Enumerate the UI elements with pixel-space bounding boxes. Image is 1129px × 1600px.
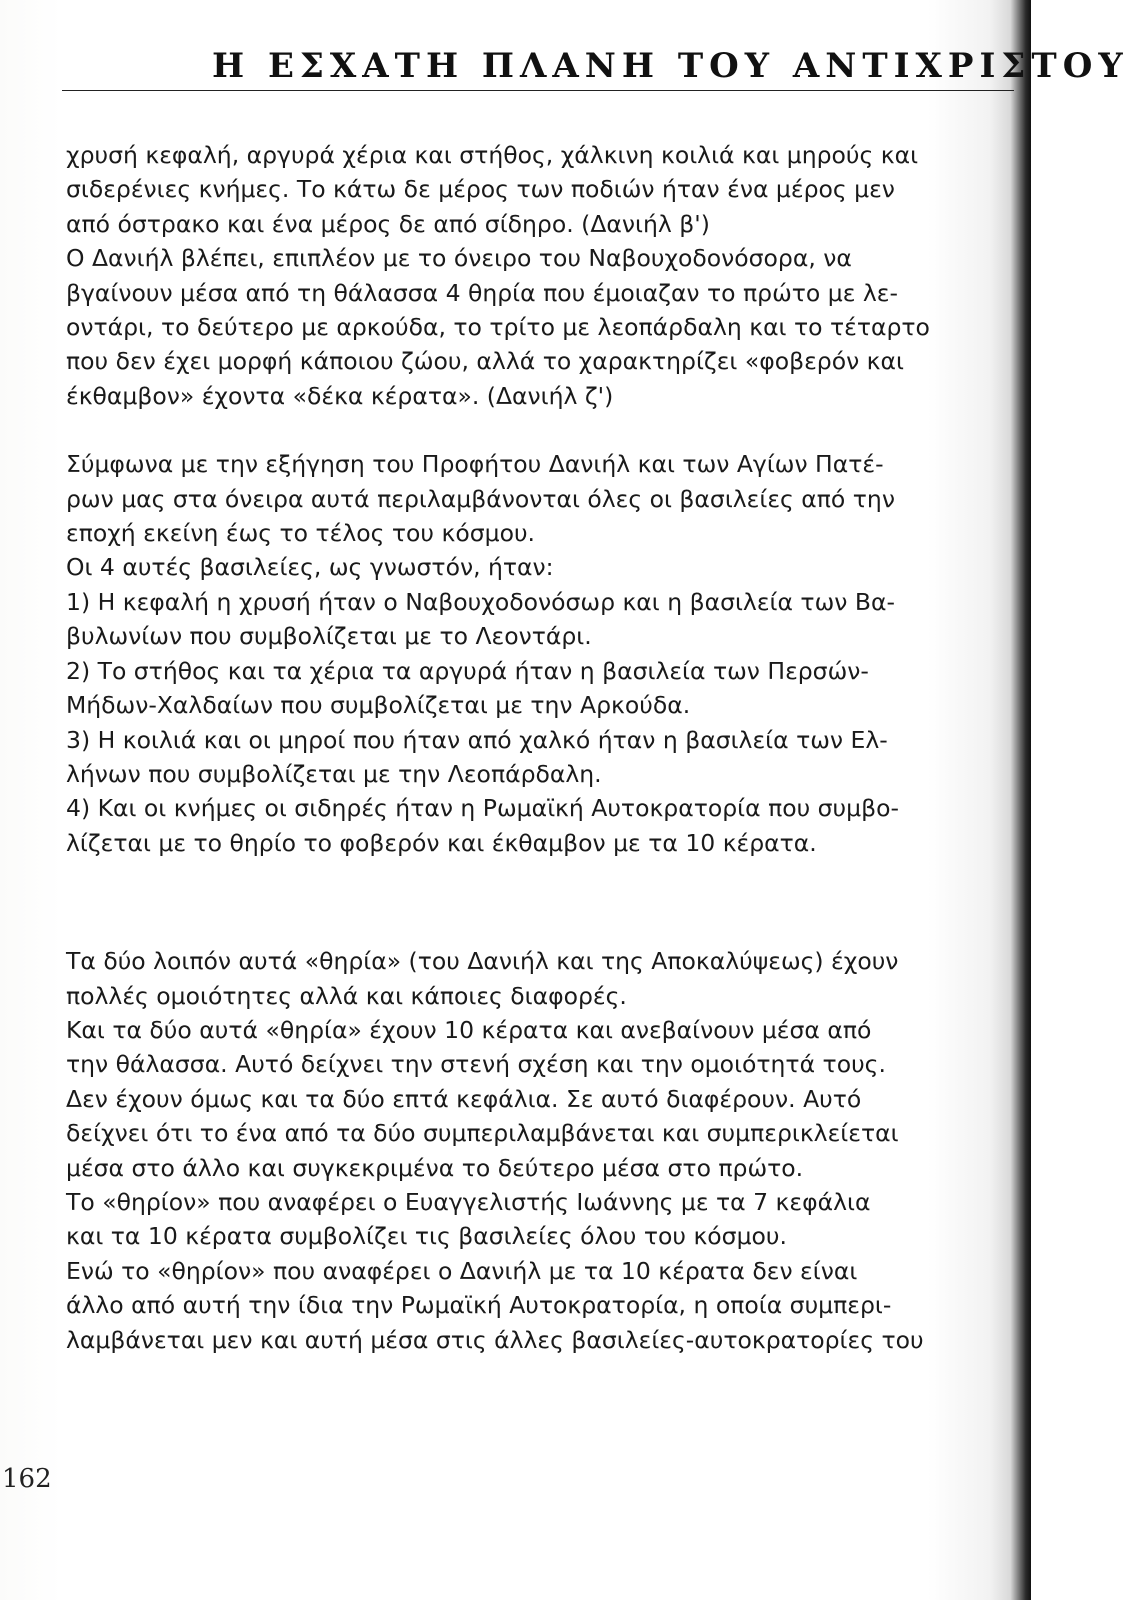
list-item [66,723,966,792]
body-text [66,138,966,1357]
text-line: εποχή εκείνη έως το τέλος του κόσμου. [66,519,536,548]
text-line: Σύμφωνα με την εξήγηση του Προφήτου Δανιήλ και των Αγίων Πατέ- [66,450,884,479]
paragraph-spacer [66,860,966,944]
text-line: μέσα στο άλλο και συγκεκριμένα το δεύτερο μέσα στο πρώτο. [66,1153,804,1182]
text-line: Τα δύο λοιπόν αυτά «θηρία» (του Δανιήλ και της Αποκαλύψεως) έχουν [66,947,899,976]
text-line: άλλο από αυτή την ίδια την Ρωμαϊκή Αυτοκρατορία, η οποία συμπερι- [66,1291,892,1320]
paragraph [66,241,966,413]
paragraph [66,447,966,550]
text-line: Δεν έχουν όμως και τα δύο επτά κεφάλια. Σε αυτό διαφέρουν. Αυτό [66,1084,862,1113]
text-line: 1) Η κεφαλή η χρυσή ήταν ο Ναβουχοδονόσωρ και η βασιλεία των Βα- [66,587,895,616]
text-line: Το «θηρίον» που αναφέρει ο Ευαγγελιστής Ιωάννης με τα 7 κεφάλια [66,1187,871,1216]
text-line: δείχνει ότι το ένα από τα δύο συμπεριλαμβάνεται και συμπερικλείεται [66,1119,899,1148]
text-line: οντάρι, το δεύτερο με αρκούδα, το τρίτο με λεοπάρδαλη και το τέταρτο [66,313,930,342]
text-line: έκθαμβον» έχοντα «δέκα κέρατα». (Δανιήλ ζ') [66,381,614,410]
text-line: Ο Δανιήλ βλέπει, επιπλέον με το όνειρο του Ναβουχοδονόσορα, να [66,244,852,273]
text-line: χρυσή κεφαλή, αργυρά χέρια και στήθος, χάλκινη κοιλιά και μηρούς και [66,141,919,169]
text-line: που δεν έχει μορφή κάποιου ζώου, αλλά το χαρακτηρίζει «φοβερόν και [66,347,904,376]
text-line: λαμβάνεται μεν και αυτή μέσα στις άλλες βασιλείες-αυτοκρατορίες του [66,1325,924,1354]
paragraph [66,138,966,241]
list-item [66,654,966,723]
text-line: βυλωνίων που συμβολίζεται με το Λεοντάρι. [66,622,592,651]
text-line: από όστρακο και ένα μέρος δε από σίδηρο. (Δανιήλ β') [66,209,710,238]
paragraph [66,944,966,1013]
text-line: 2) Το στήθος και τα χέρια τα αργυρά ήταν η βασιλεία των Περσών- [66,656,869,685]
paragraph [66,1185,966,1254]
text-line: την θάλασσα. Αυτό δείχνει την στενή σχέση και την ομοιότητά τους. [66,1050,886,1079]
running-title: Η ΕΣΧΑΤΗ ΠΛΑΝΗ ΤΟΥ ΑΝΤΙΧΡΙΣΤΟΥ [212,46,1129,86]
list-item [66,791,966,860]
text-line: 4) Και οι κνήμες οι σιδηρές ήταν η Ρωμαϊκή Αυτοκρατορία που συμβο- [66,794,899,823]
text-line: λήνων που συμβολίζεται με την Λεοπάρδαλη. [66,759,602,788]
running-header [62,40,1129,92]
paragraph [66,1254,966,1357]
paragraph [66,1082,966,1185]
text-line: βγαίνουν μέσα από τη θάλασσα 4 θηρία που έμοιαζαν το πρώτο με λε- [66,278,898,307]
page-number: 162 [2,1464,52,1494]
text-line: Μήδων-Χαλδαίων που συμβολίζεται με την Αρκούδα. [66,691,691,720]
text-line: Και τα δύο αυτά «θηρία» έχουν 10 κέρατα και ανεβαίνουν μέσα από [66,1015,872,1044]
paragraph [66,550,966,584]
text-line: Οι 4 αυτές βασιλείες, ως γνωστόν, ήταν: [66,553,554,582]
text-line: λίζεται με το θηρίο το φοβερόν και έκθαμβον με τα 10 κέρατα. [66,828,817,857]
paragraph [66,1013,966,1082]
text-line: Ενώ το «θηρίον» που αναφέρει ο Δανιήλ με τα 10 κέρατα δεν είναι [66,1256,858,1285]
header-rule [62,90,1014,91]
text-line: πολλές ομοιότητες αλλά και κάποιες διαφορές. [66,981,627,1010]
text-line: ρων μας στα όνειρα αυτά περιλαμβάνονται όλες οι βασιλείες από την [66,484,895,513]
text-line: σιδερένιες κνήμες. Το κάτω δε μέρος των ποδιών ήταν ένα μέρος μεν [66,175,895,204]
list-item [66,585,966,654]
text-line: και τα 10 κέρατα συμβολίζει τις βασιλείες όλου του κόσμου. [66,1222,787,1251]
text-line: 3) Η κοιλιά και οι μηροί που ήταν από χαλκό ήταν η βασιλεία των Ελ- [66,725,888,754]
paragraph-spacer [66,413,966,447]
